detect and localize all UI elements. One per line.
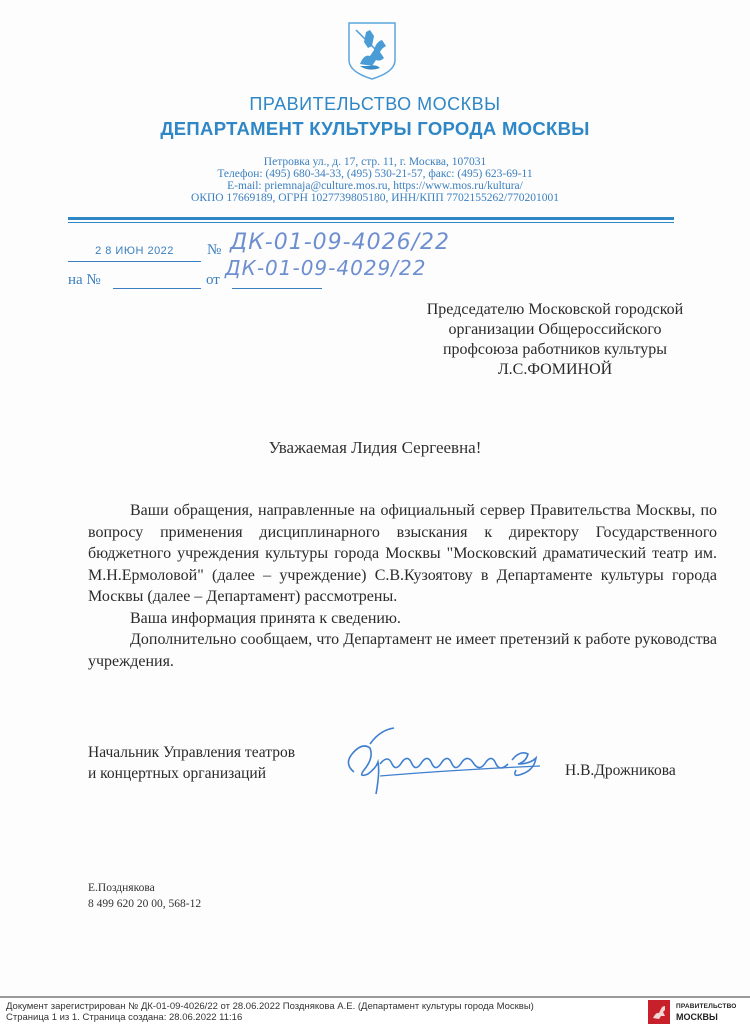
- footer-brand-line1: ПРАВИТЕЛЬСТВО: [676, 1003, 737, 1010]
- reply-to-number: ДК-01-09-4029/22: [225, 256, 427, 280]
- body-paragraph: Ваши обращения, направленные на официальный сервер Правительства Москвы, по вопросу применения дисциплинарного взыскания к директору Государственного бюджетного учреждения культуры города Москвы "Московский драматический театр им. М.Н.Ермоловой" (далее – учреждение) С.В.Кузоятову в Департаменте культуры города Москвы (далее – Департамент) рассмотрены.: [88, 502, 717, 605]
- from-label: от: [206, 272, 220, 288]
- handwritten-signature-icon: [340, 724, 560, 804]
- executor-block: [88, 880, 201, 912]
- greeting: Уважаемая Лидия Сергеевна!: [268, 438, 482, 457]
- footer-brand-line2: МОСКВЫ: [676, 1012, 718, 1022]
- body-paragraph: Ваша информация принята к сведению.: [130, 609, 401, 627]
- signatory-name: Н.В.Дрожникова: [565, 762, 676, 779]
- reply-to-underline: [113, 288, 201, 289]
- addressee-block: [390, 300, 720, 380]
- addressee-line: организации Общероссийского: [448, 321, 662, 338]
- moscow-government-logo-icon: [648, 1000, 670, 1024]
- executor-phone: 8 499 620 20 00, 568-12: [88, 898, 202, 910]
- signatory-title-line: Начальник Управления театров: [88, 744, 296, 761]
- executor-name: Е.Позднякова: [88, 882, 155, 894]
- footer-registration-line: Документ зарегистрирован № ДК-01-09-4026/22 от 28.06.2022 Позднякова А.Е. (Департамент культуры города Москвы): [6, 1001, 534, 1012]
- footer-text: [6, 1001, 534, 1023]
- addressee-line: профсоюза работников культуры: [442, 341, 668, 358]
- date-stamp: 2 8 ИЮН 2022: [68, 245, 201, 262]
- department-title: ДЕПАРТАМЕНТ КУЛЬТУРЫ ГОРОДА МОСКВЫ: [160, 118, 590, 139]
- footer-page-line: Страница 1 из 1. Страница создана: 28.06.2022 11:16: [6, 1012, 243, 1023]
- outgoing-number: ДК-01-09-4026/22: [230, 230, 451, 255]
- number-label: №: [207, 242, 222, 258]
- addressee-name: Л.С.ФОМИНОЙ: [497, 361, 613, 378]
- letter-body: [88, 500, 717, 672]
- reply-to-label: на №: [68, 272, 101, 288]
- addressee-line: Председателю Московской городской: [426, 301, 684, 318]
- signatory-title-line: и концертных организаций: [88, 765, 267, 782]
- government-title: ПРАВИТЕЛЬСТВО МОСКВЫ: [249, 94, 501, 114]
- signatory-title: [88, 742, 295, 784]
- requisites-line: ОКПО 17669189, ОГРН 1027739805180, ИНН/КПП 7702155262/770201001: [191, 192, 559, 204]
- from-underline: [232, 288, 322, 289]
- address-line: Петровка ул., д. 17, стр. 11, г. Москва, 107031: [263, 156, 487, 168]
- moscow-coat-of-arms-icon: [346, 20, 398, 82]
- phone-line: Телефон: (495) 680-34-33, (495) 530-21-57, факс: (495) 623-69-11: [217, 168, 533, 180]
- registration-footer: [0, 996, 750, 1026]
- email-line: E-mail: priemnaja@culture.mos.ru, https://www.mos.ru/kultura/: [227, 180, 523, 192]
- header-divider-thick: [68, 217, 674, 220]
- contacts-block: [0, 156, 750, 204]
- body-paragraph: Дополнительно сообщаем, что Департамент не имеет претензий к работе руководства учреждения.: [88, 631, 717, 670]
- footer-brand: [676, 1003, 737, 1022]
- header-divider-thin: [68, 222, 674, 223]
